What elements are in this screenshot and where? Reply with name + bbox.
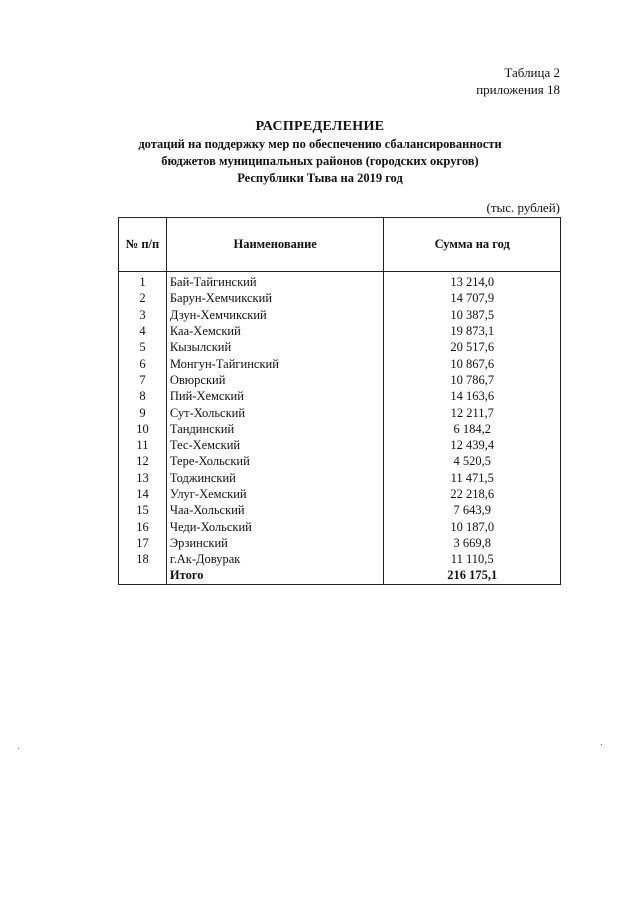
row-num: 7 (119, 372, 167, 388)
row-amount: 14 163,6 (384, 388, 561, 404)
row-num: 10 (119, 421, 167, 437)
table-row (119, 307, 561, 323)
row-amount: 12 439,4 (384, 437, 561, 453)
table-row (119, 551, 561, 567)
table-row (119, 272, 561, 291)
row-amount: 10 786,7 (384, 372, 561, 388)
row-num: 13 (119, 470, 167, 486)
table-row (119, 502, 561, 518)
row-amount: 11 471,5 (384, 470, 561, 486)
table-row (119, 453, 561, 469)
row-name: Тес-Хемский (166, 437, 384, 453)
row-num: 14 (119, 486, 167, 502)
row-num: 16 (119, 518, 167, 534)
row-name: Чеди-Хольский (166, 518, 384, 534)
row-name: Овюрский (166, 372, 384, 388)
row-name: Кызылский (166, 339, 384, 355)
row-name: Тандинский (166, 421, 384, 437)
total-amount: 216 175,1 (384, 567, 561, 584)
row-name: Эрзинский (166, 535, 384, 551)
table-row (119, 388, 561, 404)
row-num: 4 (119, 323, 167, 339)
table-row (119, 470, 561, 486)
document-title: РАСПРЕДЕЛЕНИЕ (255, 119, 385, 134)
header-num: № п/п (119, 218, 167, 272)
table-row (119, 518, 561, 534)
table-row (119, 421, 561, 437)
appendix-reference: приложения 18 (476, 82, 560, 97)
total-row (119, 567, 561, 584)
row-name: Чаа-Хольский (166, 502, 384, 518)
table-reference (476, 64, 560, 98)
title-line-2: бюджетов муниципальных районов (городских округов) (161, 154, 479, 168)
scan-speck-right (601, 744, 602, 745)
row-num: 5 (119, 339, 167, 355)
row-num: 9 (119, 404, 167, 420)
row-amount: 6 184,2 (384, 421, 561, 437)
row-name: Бай-Тайгинский (166, 272, 384, 291)
row-name: Каа-Хемский (166, 323, 384, 339)
table-row (119, 372, 561, 388)
row-amount: 14 707,9 (384, 290, 561, 306)
row-num: 12 (119, 453, 167, 469)
distribution-table (118, 217, 561, 585)
row-amount: 12 211,7 (384, 404, 561, 420)
table-row (119, 339, 561, 355)
row-name: Пий-Хемский (166, 388, 384, 404)
row-num: 17 (119, 535, 167, 551)
row-name: Тере-Хольский (166, 453, 384, 469)
table-row (119, 486, 561, 502)
row-amount: 11 110,5 (384, 551, 561, 567)
table-header-row (119, 218, 561, 272)
row-num: 11 (119, 437, 167, 453)
row-num: 15 (119, 502, 167, 518)
row-amount: 20 517,6 (384, 339, 561, 355)
table-number: Таблица 2 (504, 65, 560, 80)
row-num: 3 (119, 307, 167, 323)
table-row (119, 355, 561, 371)
units-label: (тыс. рублей) (486, 200, 560, 215)
row-amount: 4 520,5 (384, 453, 561, 469)
row-name: Тоджинский (166, 470, 384, 486)
table-row (119, 323, 561, 339)
row-num: 6 (119, 355, 167, 371)
document-heading (0, 118, 640, 187)
header-amount: Сумма на год (384, 218, 561, 272)
row-amount: 13 214,0 (384, 272, 561, 291)
row-amount: 22 218,6 (384, 486, 561, 502)
row-name: Барун-Хемчикский (166, 290, 384, 306)
row-num: 2 (119, 290, 167, 306)
total-num-cell (119, 567, 167, 584)
row-name: Сут-Хольский (166, 404, 384, 420)
title-line-1: дотаций на поддержку мер по обеспечению сбалансированности (138, 137, 502, 151)
header-name: Наименование (166, 218, 384, 272)
row-num: 1 (119, 272, 167, 291)
row-amount: 7 643,9 (384, 502, 561, 518)
row-amount: 10 867,6 (384, 355, 561, 371)
row-name: Улуг-Хемский (166, 486, 384, 502)
row-num: 18 (119, 551, 167, 567)
table-row (119, 535, 561, 551)
table-row (119, 437, 561, 453)
row-amount: 10 187,0 (384, 518, 561, 534)
row-name: Дзун-Хемчикский (166, 307, 384, 323)
row-amount: 10 387,5 (384, 307, 561, 323)
title-line-3: Республики Тыва на 2019 год (237, 171, 403, 185)
row-amount: 19 873,1 (384, 323, 561, 339)
row-name: Монгун-Тайгинский (166, 355, 384, 371)
row-name: г.Ак-Довурак (166, 551, 384, 567)
row-amount: 3 669,8 (384, 535, 561, 551)
scan-speck-left (18, 748, 19, 749)
row-num: 8 (119, 388, 167, 404)
table-row (119, 404, 561, 420)
total-label: Итого (166, 567, 384, 584)
table-row (119, 290, 561, 306)
